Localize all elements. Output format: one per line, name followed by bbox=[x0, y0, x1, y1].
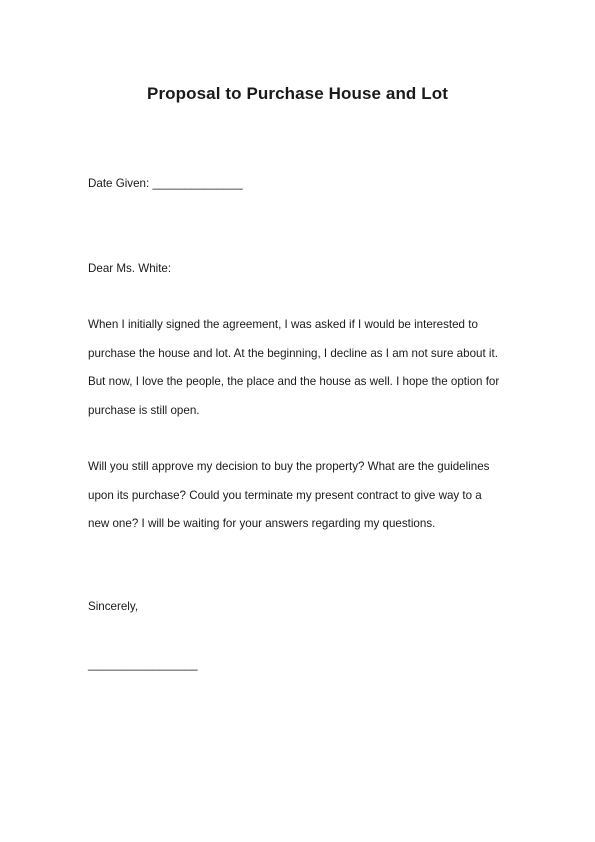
closing: Sincerely, bbox=[88, 600, 139, 613]
signature-line: _________________ bbox=[88, 658, 198, 671]
paragraph-line: Will you still approve my decision to buy the property? What are the guidelines bbox=[88, 460, 490, 473]
document-title: Proposal to Purchase House and Lot bbox=[147, 84, 448, 103]
paragraph-line: purchase is still open. bbox=[88, 403, 200, 417]
body-paragraph-2 bbox=[88, 453, 508, 539]
date-given-line: Date Given: ______________ bbox=[88, 177, 243, 190]
salutation: Dear Ms. White: bbox=[88, 262, 172, 275]
paragraph-line: new one? I will be waiting for your answers regarding my questions. bbox=[88, 517, 436, 530]
paragraph-line: When I initially signed the agreement, I was asked if I would be interested to bbox=[88, 318, 478, 331]
body-paragraph-1 bbox=[88, 311, 508, 425]
paragraph-line: upon its purchase? Could you terminate my present contract to give way to a bbox=[88, 488, 482, 502]
paragraph-line: purchase the house and lot. At the beginning, I decline as I am not sure about it. bbox=[88, 346, 498, 360]
paragraph-line: But now, I love the people, the place and the house as well. I hope the option for bbox=[88, 375, 500, 388]
